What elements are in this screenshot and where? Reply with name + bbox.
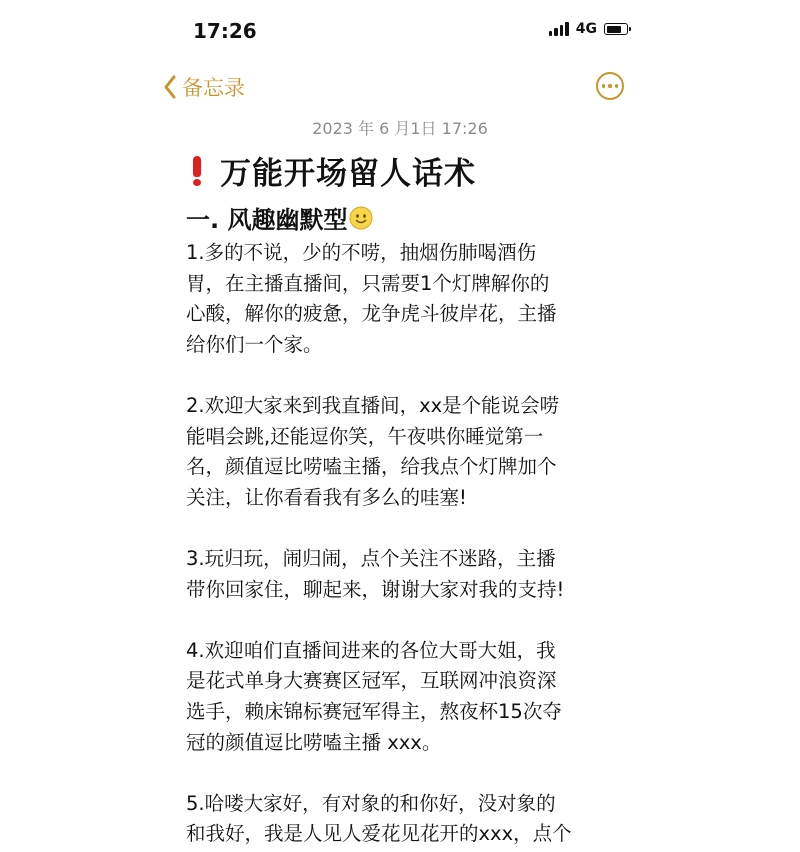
status-bar — [0, 0, 800, 62]
note-title: 万能开场留人话术 — [220, 156, 476, 192]
status-time: 17:26 — [193, 19, 257, 43]
battery-icon — [604, 23, 628, 35]
body-line: 1.多的不说，少的不唠，抽烟伤肺喝酒伤 — [186, 241, 537, 264]
network-type: 4G — [575, 21, 597, 37]
body-line: 心酸，解你的疲惫，龙争虎斗彼岸花，主播 — [186, 302, 557, 326]
section-heading: 一. 风趣幽默型 — [186, 206, 348, 234]
body-line: 冠的颜值逗比唠嗑主播 xxx。 — [186, 730, 442, 754]
body-line: 名，颜值逗比唠嗑主播，给我点个灯牌加个 — [186, 455, 557, 479]
chevron-left-icon — [163, 75, 177, 99]
body-line: 给你们一个家。 — [186, 332, 323, 356]
body-line: 能唱会跳,还能逗你笑，午夜哄你睡觉第一 — [186, 424, 544, 448]
body-line: 和我好，我是人见人爱花见花开的xxx，点个 — [186, 822, 572, 846]
body-line: 是花式单身大赛赛区冠军，互联网冲浪资深 — [186, 669, 557, 693]
note-body[interactable] — [186, 238, 626, 850]
signal-icon — [549, 22, 569, 36]
body-line: 4.欢迎咱们直播间进来的各位大哥大姐，我 — [186, 638, 556, 662]
status-icons — [549, 21, 628, 37]
body-line: 选手，赖床锦标赛冠军得主，熬夜杯15次夺 — [186, 699, 562, 723]
body-line: 2.欢迎大家来到我直播间，xx是个能说会唠 — [186, 393, 560, 417]
body-line: 3.玩归玩，闹归闹，点个关注不迷路，主播 — [186, 546, 556, 570]
more-options-icon[interactable] — [596, 72, 624, 100]
body-line: 关注，让你看看我有多么的哇塞! — [186, 485, 467, 509]
note-title-row — [190, 148, 476, 193]
back-label: 备忘录 — [182, 76, 245, 100]
red-exclamation-icon — [190, 156, 204, 186]
smiling-face-icon — [349, 206, 373, 230]
section-heading-row — [186, 200, 373, 235]
body-line: 5.哈喽大家好，有对象的和你好，没对象的 — [186, 791, 556, 815]
body-line: 带你回家住，聊起来，谢谢大家对我的支持! — [186, 577, 565, 601]
body-line: 胃，在主播直播间，只需要1个灯牌解你的 — [186, 271, 550, 295]
nav-bar — [0, 62, 800, 112]
note-date: 2023 年 6 月1日 17:26 — [312, 119, 488, 138]
back-button[interactable] — [163, 72, 245, 102]
